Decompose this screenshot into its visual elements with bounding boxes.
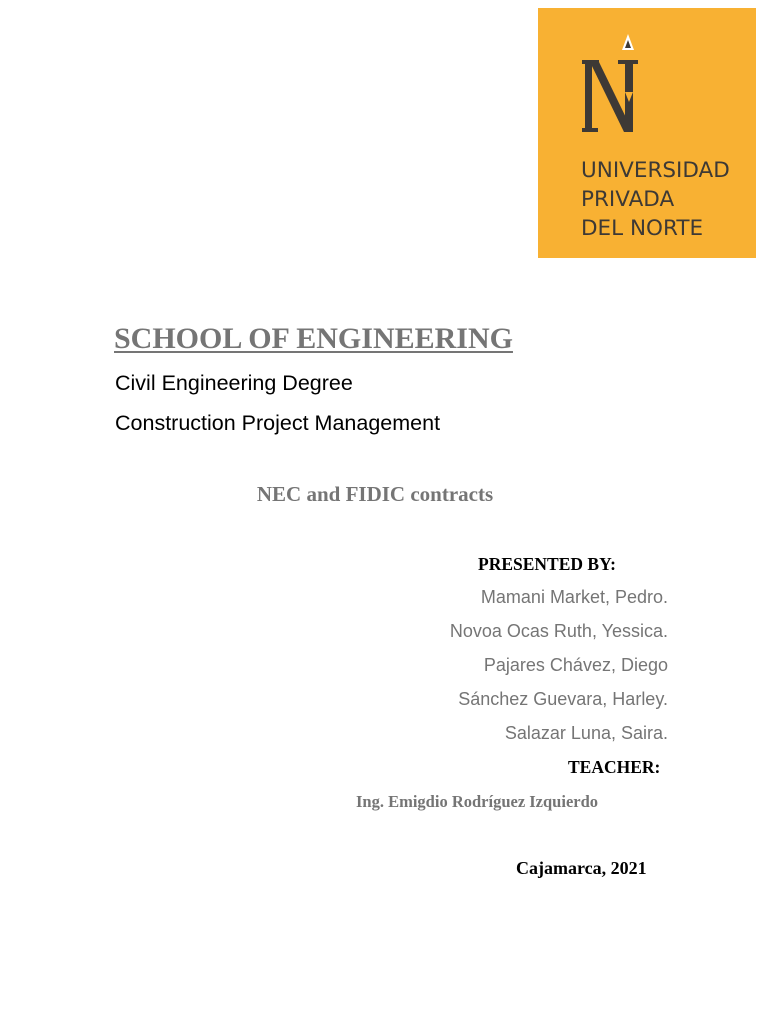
presented-by-label: PRESENTED BY: (478, 554, 616, 574)
logo-line-2: PRIVADA (581, 187, 675, 212)
teacher-label: TEACHER: (568, 757, 661, 777)
member-name: Novoa Ocas Ruth, Yessica. (449, 621, 668, 641)
degree-name: Civil Engineering Degree (115, 371, 353, 395)
university-name (581, 156, 730, 243)
member-name: Salazar Luna, Saira. (504, 723, 668, 743)
teacher-name: Ing. Emigdio Rodríguez Izquierdo (356, 792, 599, 811)
n-pen-icon (582, 34, 646, 140)
logo-line-3: DEL NORTE (581, 216, 704, 241)
school-title: SCHOOL OF ENGINEERING (114, 322, 513, 355)
course-name: Construction Project Management (115, 411, 441, 435)
document-topic: NEC and FIDIC contracts (256, 482, 494, 506)
logo-line-1: UNIVERSIDAD (581, 158, 730, 183)
place-date: Cajamarca, 2021 (516, 858, 647, 878)
university-logo (538, 8, 756, 258)
member-name: Mamani Market, Pedro. (480, 587, 668, 607)
member-name: Pajares Chávez, Diego (483, 655, 668, 675)
member-name: Sánchez Guevara, Harley. (458, 689, 668, 709)
